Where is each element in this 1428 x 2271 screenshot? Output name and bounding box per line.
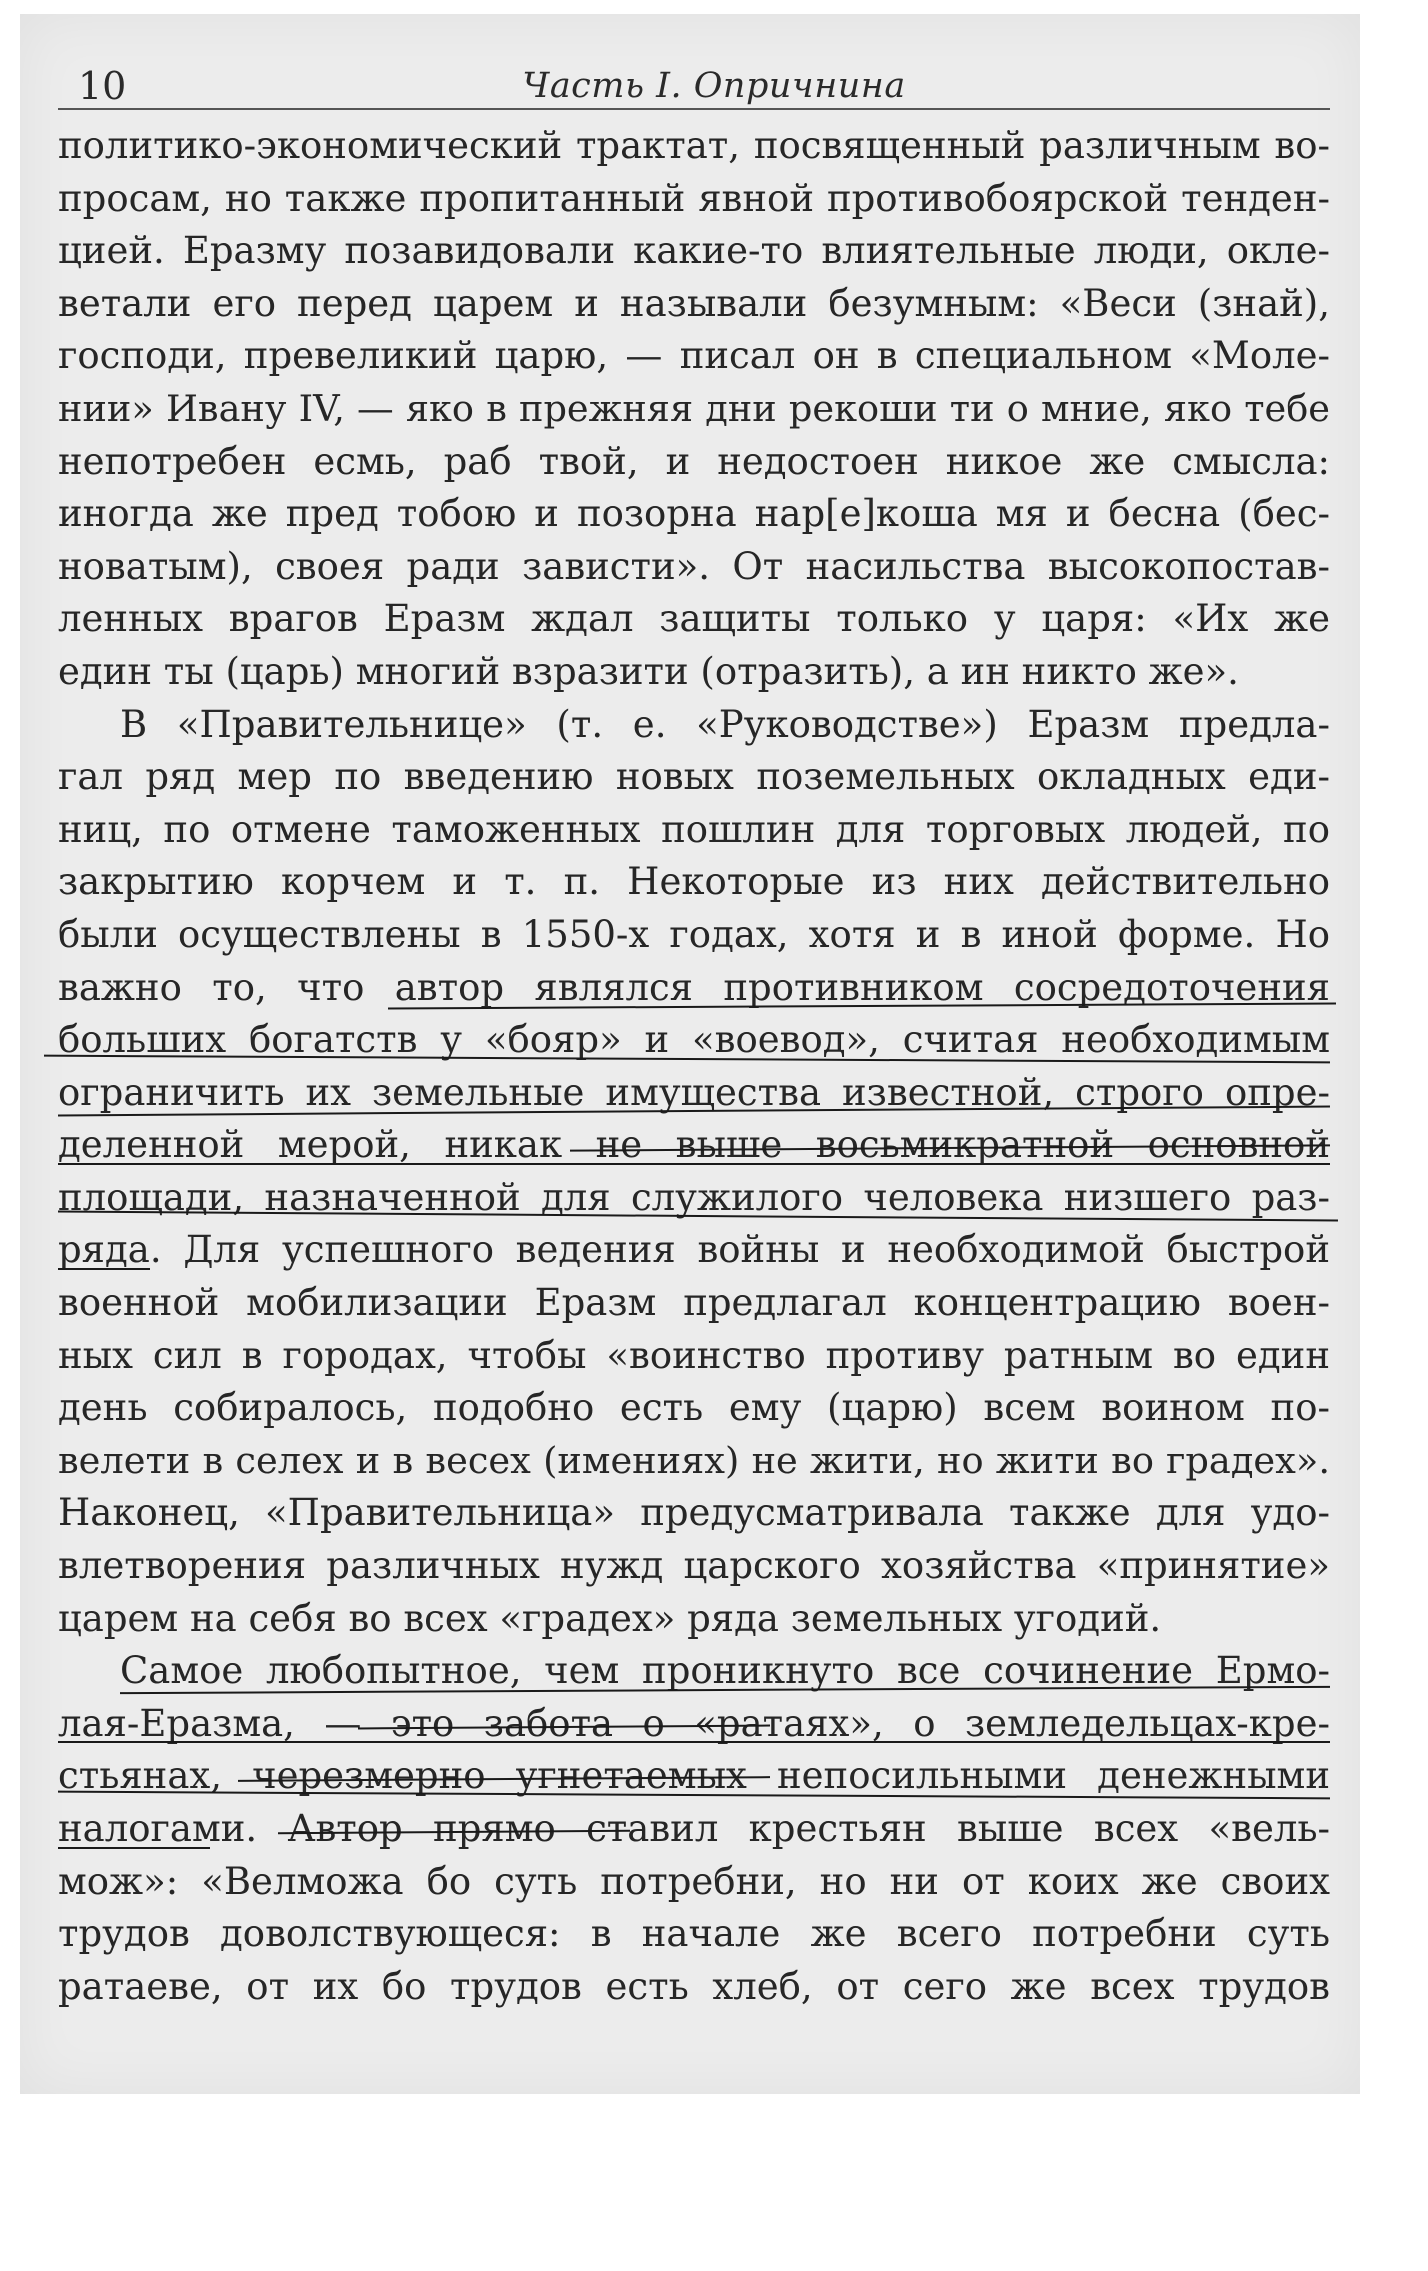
text-line: ратаеве, от их бо трудов есть хлеб, от сего же всех трудов [58,1964,1330,2008]
text-line: военной мобилизации Еразм предлагал концентрацию воен- [58,1281,1330,1325]
text-line-underlined: ограничить их земельные имущества известной, строго опре- [58,1067,1330,1120]
text-line: ниц, по отмене таможенных пошлин для торговых людей, по [58,807,1330,851]
text-line: велети в селех и в весех (имениях) не жити, но жити во градех». [58,1438,1330,1482]
text-line: трудов доволствующеся: в начале же всего потребни суть [58,1912,1330,1956]
text-line-underlined: важно то, что автор являлся противником сосредоточения [58,962,1330,1015]
text-line: Наконец, «Правительница» предусматривала также для удо- [58,1491,1330,1535]
text-line-underlined: стьянах, черезмерно угнетаемых непосильными денежными [58,1750,1330,1803]
text-line: ных сил в городах, чтобы «воинство противу ратным во един [58,1333,1330,1377]
text-line: гал ряд мер по введению новых поземельных окладных еди- [58,755,1330,799]
text-line: непотребен есмь, раб твой, и недостоен никое же смысла: [58,439,1330,483]
page-header [78,56,1350,116]
page-number: 10 [78,64,127,108]
text-line: мож»: «Велможа бо суть потребни, но ни от коих же своих [58,1859,1330,1903]
text-line: ветали его перед царем и называли безумным: «Веси (знай), [58,281,1330,325]
text-line: В «Правительнице» (т. е. «Руководстве») Еразм предла- [120,702,1330,746]
text-line-underlined: налогами. Автор прямо ставил крестьян выше всех «вель- [58,1803,1330,1856]
text-line: цией. Еразму позавидовали какие-то влиятельные люди, окле- [58,229,1330,273]
text-line: политико-экономический трактат, посвященный различным во- [58,124,1330,167]
text-line: иногда же пред тобою и позорна нар[е]коша мя и бесна (бес- [58,492,1330,536]
text-line: новатым), своея ради зависти». От насильства высокопостав- [58,544,1330,588]
text-line: просам, но также пропитанный явной противобоярской тенден- [58,176,1330,220]
text-line: ленных врагов Еразм ждал защиты только у царя: «Их же [58,597,1330,641]
text-line-underlined: больших богатств у «бояр» и «воевод», считая необходимым [58,1014,1330,1067]
text-line: были осуществлены в 1550-х годах, хотя и в иной форме. Но [58,912,1330,956]
text-line: господи, превеликий царю, — писал он в специальном «Моле- [58,334,1330,378]
text-line: царем на себя во всех «градех» ряда земельных угодий. [58,1596,1162,1640]
text-line-underlined: деленной мерой, никак не выше восьмикратной основной [58,1119,1330,1172]
header-rule [58,108,1330,110]
running-head: Часть I. Опричнина [522,66,906,106]
text-line-underlined: лая-Еразма, — это забота о «ратаях», о земледельцах-кре- [58,1698,1330,1751]
text-line: влетворения различных нужд царского хозяйства «принятие» [58,1544,1330,1588]
text-line: закрытию корчем и т. п. Некоторые из них действительно [58,860,1330,904]
body-text [58,120,1330,2013]
text-line: день собиралось, подобно есть ему (царю) всем воином по- [58,1386,1330,1430]
text-line-underlined: Самое любопытное, чем проникнуто все сочинение Ермо- [58,1645,1330,1698]
text-line-underlined: площади, назначенной для служилого человека низшего раз- [58,1172,1330,1225]
text-line: нии» Ивану IV, — яко в прежняя дни рекоши ти о мние, яко тебе [58,386,1330,430]
text-line: един ты (царь) многий взразити (отразить), а ин никто же». [58,649,1239,693]
text-line-underlined: ряда. Для успешного ведения войны и необходимой быстрой [58,1224,1330,1277]
